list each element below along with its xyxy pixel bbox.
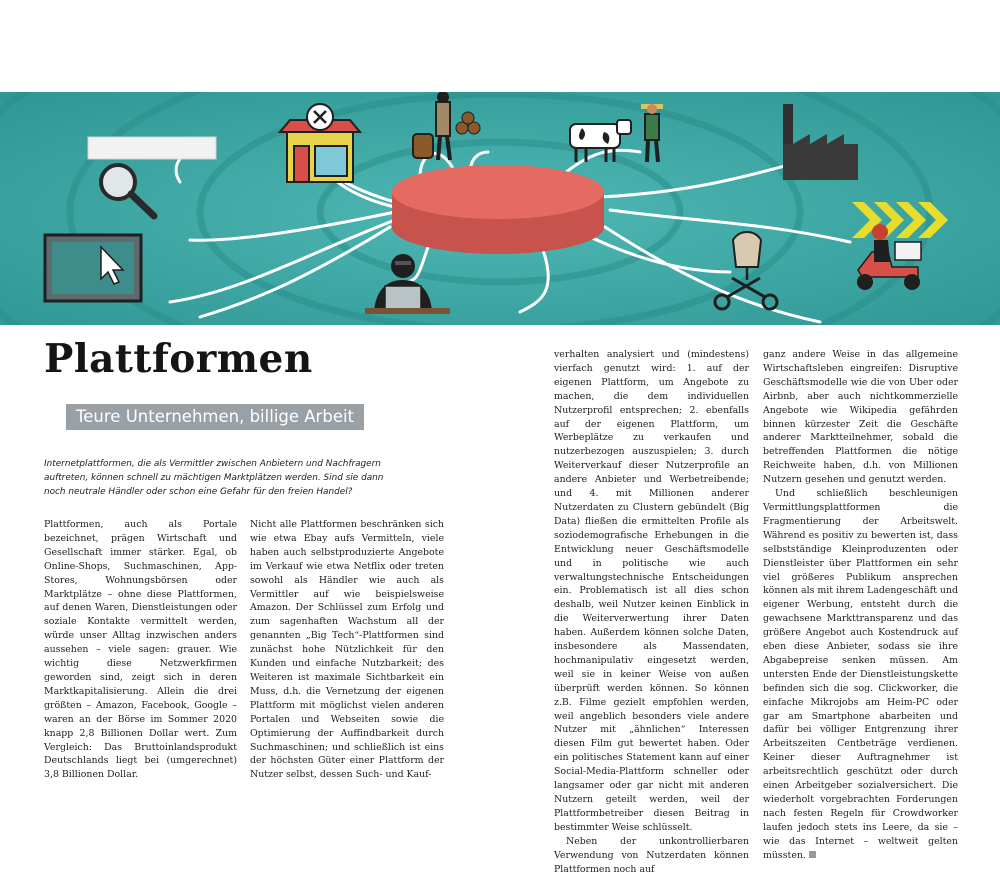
paragraph: verhalten analysiert und (mindestens) vierfach genutzt wird: 1. auf der eigenen Plattform, um Angebote zu machen, die dem individuellen Nutzerprofil entsprechen; 2. ebenfalls auf der eigenen Plattform, um Werbeplätze zu verkaufen und nutzerbezogen auszuspielen; 3. durch Weiterverkauf dieser Nutzerprofile an andere Anbieter und Werbetreibende; und 4. mit Millionen anderer Nutzerdaten zu Clustern gebündelt (Big Data) fließen die ermittelten Profile als soziodemografische Erhebungen in die Entwicklung neuer Geschäftsmodelle und in politische wie auch verwaltungstechnische Entscheidungen ein. Problematisch ist all dies schon deshalb, weil Nutzer keinen Einblick in die Weiterverwertung ihrer Daten haben. Außerdem können solche Daten, insbesondere als Massendaten, hochmanipulativ eingesetzt werden, weil sie in keiner Weise von außen überprüft werden können. So können z.B. Filme gezielt empfohlen werden, weil angeblich besonders viele andere Nutzer mit „ähnlichen“ Interessen diesen Film gut bewertet haben. Oder ein politisches Statement kann auf einer Social-Media-Plattform schneller oder langsamer oder gar nicht mit anderen Nutzern geteilt werden, weil der Plattformbetreiber diesen Beitrag in bestimmter Weise schlüsselt. xyxy=(554,349,749,833)
paragraph-text: Und schließlich beschleunigen Vermittlungsplattformen die Fragmentierung der Arbeitswelt. Während es positiv zu bewerten ist, dass selbstständige Kleinproduzenten oder Dienstleister über Plattformen ein sehr viel größeres Publikum ansprechen können als mit ihrem Ladengeschäft und eigener Werbung, entsteht durch die gewachsene Markttransparenz und das größere Angebot auch Kostendruck auf eben diese Anbieter, sodass sie ihre Abgabepreise senken müssen. Am untersten Ende der Dienstleistungskette befinden sich die sog. Clickworker, die einfache Mikrojobs am Heim-PC oder gar am Smartphone abarbeiten und dafür bei völliger Entgrenzung ihrer Arbeitszeiten Centbeträge verdienen. Keiner dieser Auftragnehmer ist arbeitsrechtlich geschützt oder durch einen Arbeitgeber sozialversichert. Die wiederholt vorgebrachten Forderungen nach festen Regeln für Crowdworker laufen jedoch stets ins Leere, da sie – wie das Internet – weltweit gelten müssten. xyxy=(763,488,958,861)
platform-disc-icon xyxy=(392,165,604,254)
text-column-1 xyxy=(44,518,237,782)
text-column-2 xyxy=(250,518,444,782)
end-mark-icon xyxy=(809,851,816,858)
paragraph: Neben der unkontrollierbaren Verwendung von Nutzerdaten können Plattformen noch auf xyxy=(554,835,749,875)
page-title: Plattformen xyxy=(44,336,313,382)
lead-paragraph: Internetplattformen, die als Vermittler zwischen Anbietern und Nachfragern auftreten, können schnell zu mächtigen Marktplätzen werden. Sind sie dann noch neutrale Händler oder schon eine Gefahr für den freien Handel? xyxy=(44,459,384,497)
text-column-4 xyxy=(763,348,958,863)
header-illustration xyxy=(0,92,1000,325)
paragraph-last xyxy=(763,487,958,862)
text-column-3 xyxy=(554,348,749,876)
paragraph: Plattformen, auch als Portale bezeichnet, prägen Wirtschaft und Gesellschaft immer stärker. Egal, ob Online-Shops, Suchmaschinen, App-Stores, Wohnungsbörsen oder Marktplätze – ohne diese Plattformen, auf denen Waren, Dienstleistungen oder soziale Kontakte vermittelt werden, würde unser Alltag inzwischen anders aussehen – viele sagen: grauer. Wie wichtig diese Netzwerkfirmen geworden sind, zeigt sich in deren Marktkapitalisierung. Allein die drei größten – Amazon, Facebook, Google – waren an der Börse im Sommer 2020 knapp 2,8 Billionen Dollar wert. Zum Vergleich: Das Bruttoinlandsprodukt Deutschlands liegt bei (umgerechnet) 3,8 Billionen Dollar. xyxy=(44,519,237,781)
paragraph: Nicht alle Plattformen beschränken sich wie etwa Ebay aufs Vermitteln, viele haben auch selbstproduzierte Angebote im Verkauf wie etwa Netflix oder treten sowohl als Händler wie auch als Vermittler auf wie beispielsweise Amazon. Der Schlüssel zum Erfolg und zum sagenhaften Wachstum all der genannten „Big Tech“-Plattformen sind zunächst hohe Nützlichkeit für den Kunden und einfache Nutzbarkeit; des Weiteren ist maximale Sichtbarkeit ein Muss, d.h. die Vernetzung der eigenen Plattform mit möglichst vielen anderen Portalen und Webseiten sowie die Optimierung der Auffindbarkeit durch Suchmaschinen; und schließlich ist eins der höchsten Güter einer Plattform der Nutzer selbst, dessen Such- und Kauf- xyxy=(250,519,444,781)
laptop-cursor-icon xyxy=(45,235,141,301)
paragraph: ganz andere Weise in das allgemeine Wirtschaftsleben eingreifen: Disruptive Geschäftsmodelle wie die von Uber oder Airbnb, aber auch nichtkommerzielle Angebote wie Wikipedia gefährden binnen kürzester Zeit die Geschäfte anderer Marktteilnehmer, sobald die betreffenden Plattformen die nötige Reichweite haben, d.h. von Millionen Nutzern gesehen und genutzt werden. xyxy=(763,349,958,486)
page-subtitle: Teure Unternehmen, billige Arbeit xyxy=(66,404,364,430)
